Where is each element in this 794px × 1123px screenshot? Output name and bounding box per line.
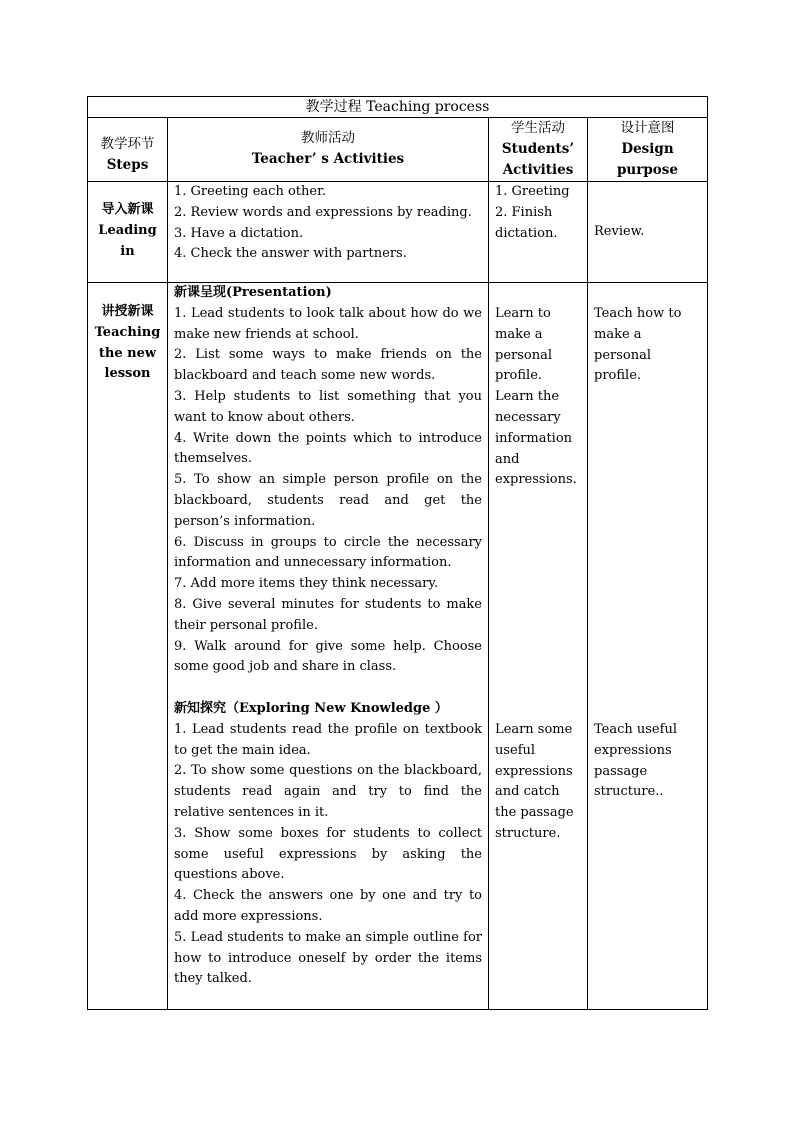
title-row: [88, 97, 708, 118]
list-item: 2. Review words and expressions by reading.: [174, 204, 472, 220]
presentation-design-text: Teach how to make a personal profile.: [594, 306, 682, 384]
header-design-en-1: Design: [621, 141, 674, 157]
teaching-process-table: [87, 96, 708, 1010]
exploring-heading: 新知探究（Exploring New Knowledge ）: [174, 700, 448, 716]
leading-in-teacher: [168, 182, 489, 283]
header-design-en-2: purpose: [616, 162, 678, 178]
step-new-lesson-en-1: Teaching: [94, 324, 161, 340]
list-item: 3. Have a dictation.: [174, 225, 304, 241]
header-teacher-cn: 教师活动: [301, 130, 355, 146]
header-steps-cn: 教学环节: [100, 135, 155, 152]
list-item: 2. Finish: [495, 204, 553, 220]
header-steps: [88, 118, 168, 182]
step-new-lesson-en-2: the new: [98, 345, 157, 361]
list-item: 3. Help students to list something that you want to know about others.: [174, 388, 482, 425]
step-leading-in-en-1: Leading: [98, 222, 157, 238]
presentation-students-text: Learn to make a personal profile. Learn the necessary information and expressions.: [495, 306, 577, 488]
list-item: 2. To show some questions on the blackboard, students read again and try to find the relative sentences in it.: [174, 763, 482, 820]
list-item: 2. List some ways to make friends on the blackboard and teach some new words.: [174, 347, 482, 384]
step-leading-in-cn: 导入新课: [101, 202, 154, 217]
step-leading-in-en-2: in: [120, 243, 135, 259]
header-students-en-2: Activities: [502, 162, 574, 178]
header-design-cn: 设计意图: [620, 120, 675, 136]
step-new-lesson: [88, 283, 168, 1010]
leading-in-row: [88, 182, 708, 283]
list-item: 7. Add more items they think necessary.: [174, 576, 439, 592]
list-item: 9. Walk around for give some help. Choose some good job and share in class.: [174, 638, 482, 675]
new-lesson-design: [588, 283, 708, 1010]
new-lesson-teacher: [168, 283, 489, 1010]
leading-in-students: [489, 182, 588, 283]
section-spacer: [174, 678, 482, 699]
new-lesson-row: [88, 283, 708, 1010]
header-teacher: [168, 118, 489, 182]
table-title: 教学过程 Teaching process: [88, 97, 708, 118]
list-item: 5. To show an simple person profile on the blackboard, students read and get the person’s information.: [174, 472, 482, 529]
list-item: 1. Greeting each other.: [174, 184, 326, 199]
header-teacher-en: Teacher’ s Activities: [251, 151, 405, 167]
step-leading-in: [88, 182, 168, 283]
list-item: 4. Check the answer with partners.: [174, 246, 407, 262]
exploring-students-text: Learn some useful expressions and catch the passage structure.: [495, 722, 574, 841]
new-lesson-students: [489, 283, 588, 1010]
exploring-design-text: Teach useful expressions passage structure..: [594, 722, 677, 800]
list-item: 1. Lead students to look talk about how do we make new friends at school.: [174, 305, 482, 342]
header-students-cn: 学生活动: [511, 120, 565, 136]
list-item: 3. Show some boxes for students to collect some useful expressions by asking the questions above.: [174, 825, 482, 883]
design-text: Review.: [594, 224, 645, 239]
presentation-heading: 新课呈现(Presentation): [174, 285, 332, 300]
header-students: [489, 118, 588, 182]
list-item: 1. Lead students read the profile on textbook to get the main idea.: [174, 721, 482, 758]
step-new-lesson-en-3: lesson: [104, 366, 151, 382]
step-new-lesson-cn: 讲授新课: [101, 304, 154, 319]
list-item: 4. Write down the points which to introduce themselves.: [174, 430, 482, 467]
header-students-en-1: Students’: [501, 141, 575, 157]
list-item: 6. Discuss in groups to circle the necessary information and unnecessary information.: [174, 534, 482, 571]
list-item: 8. Give several minutes for students to make their personal profile.: [174, 596, 482, 633]
leading-in-design: [588, 182, 708, 283]
header-row: [88, 118, 708, 182]
list-item: 4. Check the answers one by one and try to add more expressions.: [174, 888, 482, 924]
list-item: 1. Greeting: [495, 184, 570, 199]
header-steps-en: Steps: [106, 156, 149, 173]
list-item: dictation.: [495, 225, 558, 241]
header-design: [588, 118, 708, 182]
list-item: 5. Lead students to make an simple outline for how to introduce oneself by order the items they talked.: [174, 929, 482, 987]
